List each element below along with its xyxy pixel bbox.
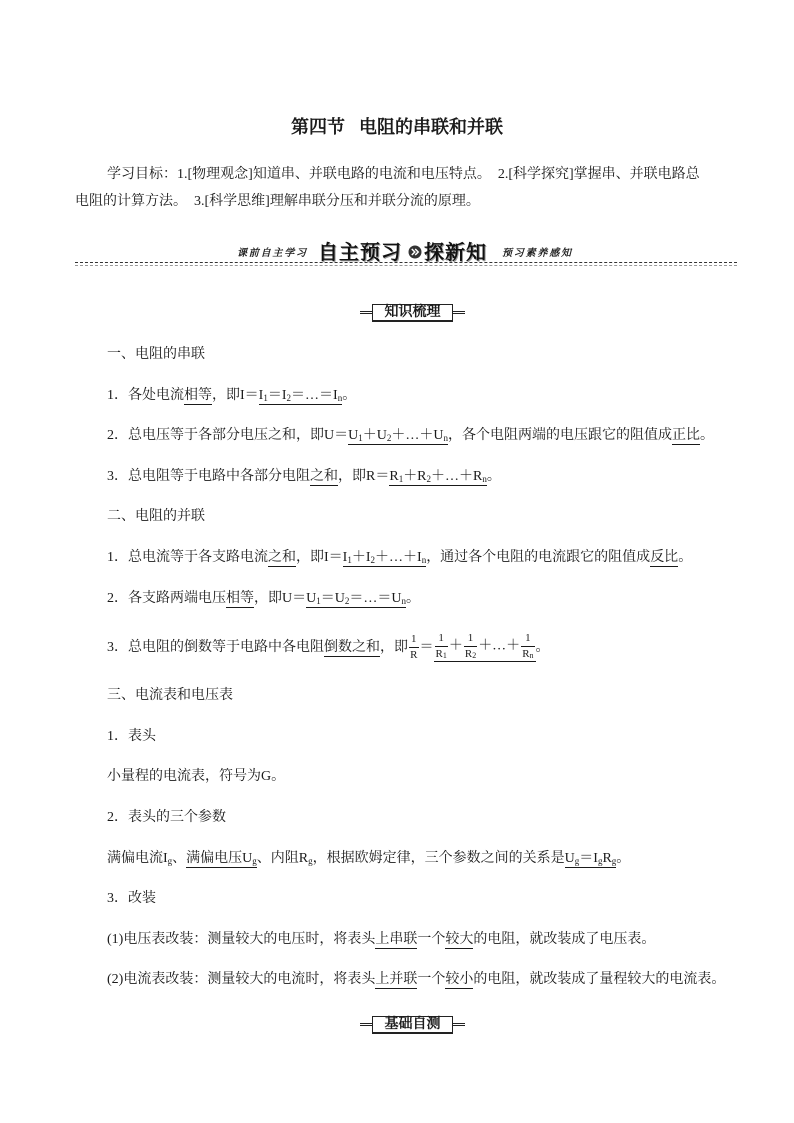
- underlined-answer: [310, 469, 338, 486]
- text-run: ＋…＋I: [375, 549, 422, 565]
- text-run: ，各个电阻两端的电压跟它的阻值成: [447, 428, 672, 444]
- text-run: 。: [406, 590, 420, 606]
- subscript: 2: [344, 595, 350, 606]
- text-run: ，通过各个电阻的电流跟它的阻值成: [426, 549, 651, 565]
- text-run: U: [306, 590, 317, 606]
- fraction-numerator: 1: [525, 632, 531, 645]
- text-run: 1．总电流等于各支路电流: [107, 549, 268, 565]
- text-run: 。: [486, 468, 501, 484]
- banner-subtitle-left: 课前自主学习: [237, 248, 308, 259]
- fraction-numerator: 1: [467, 632, 474, 645]
- knowledge-item: [107, 879, 757, 920]
- underlined-answer: [389, 469, 487, 486]
- knowledge-item: [107, 757, 757, 798]
- fraction: [409, 634, 419, 661]
- knowledge-item: [107, 457, 757, 498]
- subscript: n: [482, 473, 487, 484]
- underlined-answer: [343, 550, 427, 567]
- knowledge-item: [107, 960, 757, 1001]
- text-run: 1．表头: [107, 728, 156, 744]
- text-run: ，即I＝: [296, 549, 343, 565]
- text-run: 。: [342, 387, 357, 403]
- text-run: (2)电流表改装：测量较大的电流时，将表头: [107, 972, 376, 988]
- subscript: n: [337, 392, 343, 403]
- text-run: 的电阻，就改装成了电压表。: [473, 931, 656, 947]
- underlined-answer: [445, 972, 473, 989]
- text-run: 3．改装: [107, 891, 156, 907]
- text-run: 、内阻R: [256, 850, 309, 866]
- text-run: 小量程的电流表，符号为G。: [107, 769, 286, 785]
- subscript: g: [167, 855, 173, 866]
- text-run: 满偏电压U: [186, 850, 253, 866]
- text-run: ，即U＝: [254, 590, 307, 606]
- objectives-line: 电阻的计算方法。 3.[科学思维]理解串联分压和并联分流的原理。: [75, 194, 480, 209]
- knowledge-item: [107, 798, 757, 839]
- section-number: 第四节: [291, 117, 345, 138]
- text-run: ＝I: [579, 850, 598, 866]
- text-run: ＝U: [320, 590, 345, 606]
- subscript: n: [401, 595, 406, 606]
- text-run: 相等: [184, 387, 212, 403]
- subscript: 1: [358, 433, 363, 444]
- text-run: 上并联: [375, 972, 418, 988]
- underlined-answer: [672, 428, 700, 445]
- subscript: 1: [442, 651, 447, 661]
- text-run: U: [564, 850, 575, 866]
- text-run: ＋U: [362, 428, 387, 444]
- subscript: n: [421, 554, 427, 565]
- knowledge-section: [107, 676, 757, 1001]
- double-chevron-right-icon: [408, 245, 422, 259]
- text-run: 3．总电阻等于电路中各部分电阻: [107, 468, 310, 484]
- knowledge-summary-label: [360, 304, 465, 322]
- subscript: 2: [386, 433, 392, 444]
- fraction: [521, 633, 534, 660]
- text-run: ，根据欧姆定律，三个参数之间的关系是: [312, 850, 565, 866]
- text-run: 之和: [268, 549, 296, 565]
- text-run: R: [389, 468, 399, 484]
- section-heading: 三、电流表和电压表: [107, 688, 233, 704]
- knowledge-item: [107, 920, 757, 961]
- text-run: ＝I: [267, 387, 287, 403]
- subscript: n: [529, 651, 534, 661]
- subscript: 1: [316, 595, 321, 606]
- underlined-answer: [375, 932, 417, 949]
- fraction-numerator: 1: [438, 632, 444, 645]
- text-run: 一个: [417, 972, 446, 988]
- underlined-answer: [445, 932, 473, 949]
- banner-heading-preview: 自主预习: [318, 240, 402, 264]
- knowledge-section: [107, 335, 757, 497]
- text-run: 。: [535, 640, 550, 656]
- fraction-denominator: [435, 646, 448, 660]
- fraction-denominator: [409, 647, 419, 661]
- denominator-symbol: R: [410, 649, 418, 662]
- text-run: ＝…＝U: [349, 590, 402, 606]
- text-run: ，即: [380, 640, 408, 656]
- objectives-line: 学习目标：1.[物理观念]知道串、并联电路的电流和电压特点。 2.[科学探究]掌握串、并联电路总: [107, 167, 700, 182]
- text-run: 、: [172, 850, 187, 866]
- underlined-answer: [268, 550, 296, 567]
- text-run: 之和: [310, 468, 338, 484]
- knowledge-item: [107, 538, 757, 579]
- basic-test-label: [360, 1016, 465, 1034]
- text-run: U: [348, 428, 359, 444]
- text-run: ＝: [419, 640, 434, 656]
- underlined-answer: [226, 591, 254, 608]
- subscript: n: [443, 433, 448, 444]
- page-title: [0, 116, 794, 140]
- underlined-answer: [186, 851, 257, 868]
- text-run: 2．表头的三个参数: [107, 809, 226, 825]
- text-run: ＋: [448, 639, 463, 655]
- knowledge-summary-label-text: 知识梳理: [372, 304, 453, 322]
- text-run: 。: [616, 850, 631, 866]
- text-run: 上串联: [375, 931, 418, 947]
- subscript: g: [252, 855, 257, 866]
- subscript: g: [597, 855, 603, 866]
- underlined-answer: [324, 640, 380, 657]
- subscript: g: [574, 855, 580, 866]
- text-run: 满偏电流I: [107, 850, 168, 866]
- section-heading: 二、电阻的并联: [107, 509, 205, 525]
- text-run: ＋I: [351, 549, 371, 565]
- text-run: 的电阻，就改装成了量程较大的电流表。: [473, 972, 726, 988]
- underlined-answer: [306, 591, 406, 608]
- subscript: 2: [426, 473, 432, 484]
- banner-subtitle-right: 预习素养感知: [502, 248, 573, 259]
- text-run: 。: [699, 428, 714, 444]
- knowledge-summary: [107, 335, 757, 1001]
- text-run: ＋R: [403, 468, 427, 484]
- knowledge-item: [107, 717, 757, 758]
- text-run: 一个: [417, 931, 446, 947]
- section-title: 电阻的串联和并联: [359, 117, 503, 138]
- text-run: I: [342, 549, 348, 565]
- text-run: I: [258, 387, 264, 403]
- underlined-answer: [259, 388, 343, 405]
- text-run: 相等: [226, 590, 254, 606]
- subscript: 2: [472, 651, 477, 661]
- knowledge-item: [107, 619, 757, 676]
- denominator-symbol: R: [464, 648, 473, 661]
- knowledge-item: [107, 376, 757, 417]
- denominator-symbol: R: [435, 648, 443, 661]
- fraction-denominator: [521, 646, 534, 660]
- text-run: ，即I＝: [212, 387, 259, 403]
- denominator-symbol: R: [522, 648, 530, 661]
- underlined-answer: [348, 428, 448, 445]
- subscript: 1: [398, 473, 404, 484]
- subscript: 1: [263, 392, 268, 403]
- subscript: 2: [286, 392, 292, 403]
- knowledge-item: [107, 579, 757, 620]
- text-run: 。: [678, 549, 693, 565]
- underlined-answer: [650, 550, 678, 567]
- section-heading: 一、电阻的串联: [107, 347, 205, 362]
- text-run: 2．各支路两端电压: [107, 590, 226, 606]
- underlined-answer: [184, 388, 212, 405]
- text-run: ＋…＋R: [431, 468, 483, 484]
- fraction: [435, 633, 448, 660]
- underlined-answer: [434, 633, 536, 662]
- text-run: 倒数之和: [324, 640, 380, 656]
- subscript: 2: [370, 554, 376, 565]
- subscript: g: [611, 855, 617, 866]
- text-run: 正比: [671, 428, 700, 444]
- text-run: 较小: [445, 972, 474, 988]
- basic-test-label-text: 基础自测: [372, 1016, 453, 1034]
- fraction-denominator: [464, 646, 477, 660]
- underlined-answer: [375, 972, 417, 989]
- fraction-numerator: 1: [411, 633, 417, 646]
- text-run: ＋…＋: [478, 639, 521, 655]
- knowledge-section: [107, 497, 757, 676]
- subscript: g: [308, 855, 313, 866]
- text-run: (1)电压表改装：测量较大的电压时，将表头: [107, 931, 376, 947]
- text-run: 反比: [650, 549, 679, 565]
- text-run: 2．总电压等于各部分电压之和，即U＝: [107, 428, 349, 444]
- knowledge-item: [107, 839, 757, 880]
- knowledge-item: [107, 416, 757, 457]
- fraction: [464, 633, 477, 660]
- banner-heading-explore: 探新知: [424, 240, 487, 264]
- underlined-answer: [565, 851, 617, 868]
- text-run: 1．各处电流: [107, 387, 184, 403]
- text-run: 较大: [445, 931, 474, 947]
- text-run: ，即R＝: [338, 468, 390, 484]
- text-run: R: [602, 850, 612, 866]
- banner-divider: [75, 262, 737, 266]
- text-run: ＋…＋U: [391, 428, 444, 444]
- text-run: 3．总电阻的倒数等于电路中各电阻: [107, 640, 324, 656]
- text-run: ＝…＝I: [291, 387, 338, 403]
- subscript: 1: [347, 554, 352, 565]
